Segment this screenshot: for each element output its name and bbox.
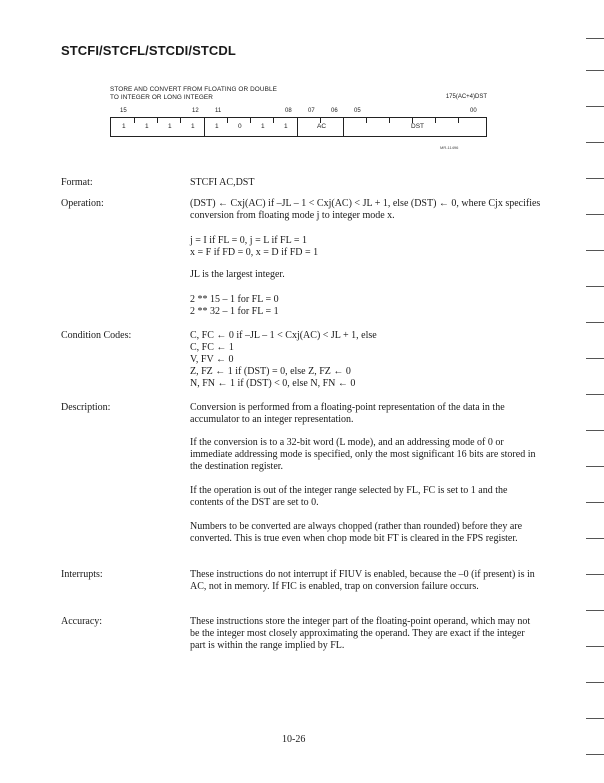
edge-mark xyxy=(586,646,604,647)
edge-mark xyxy=(586,430,604,431)
field-bit-13: 1 xyxy=(168,123,172,130)
bit-label-11: 11 xyxy=(215,108,222,114)
condition-codes-label: Condition Codes: xyxy=(61,330,132,341)
field-bit-14: 1 xyxy=(145,123,149,130)
bit-tick xyxy=(227,118,228,123)
bit-label-07: 07 xyxy=(308,108,315,114)
operation-p2-line-2: x = F if FD = 0, x = D if FD = 1 xyxy=(190,247,319,258)
diagram-caption-line-2: TO INTEGER OR LONG INTEGER xyxy=(110,93,213,101)
edge-mark xyxy=(586,106,604,107)
field-ac: AC xyxy=(317,123,327,130)
condition-code-line: N, FN ← 1 if (DST) < 0, else N, FN ← 0 xyxy=(190,378,356,389)
diagram-opcode: 175(AC+4)DST xyxy=(445,94,487,100)
edge-mark xyxy=(586,610,604,611)
field-bit-08: 1 xyxy=(284,123,288,130)
interrupts-text: These instructions do not interrupt if FIUV is enabled, because the –0 (if present) is in AC, not in memory. If FIC is enabled, trap on conversion failure occurs. xyxy=(190,569,535,592)
diagram-caption-line-1: STORE AND CONVERT FROM FLOATING OR DOUBLE xyxy=(110,86,277,93)
bit-label-05: 05 xyxy=(354,108,361,114)
operation-p4-line-1: 2 ** 15 – 1 for FL = 0 xyxy=(190,294,279,305)
edge-mark xyxy=(586,574,604,575)
page-title: STCFI/STCFL/STCDI/STCDL xyxy=(61,43,236,58)
edge-mark xyxy=(586,178,604,179)
instruction-format-box xyxy=(110,117,487,137)
description-p1: Conversion is performed from a floating-point representation of the data in the accumulator to an integer representation. xyxy=(190,402,505,425)
bit-label-12: 12 xyxy=(192,108,199,114)
bit-tick xyxy=(435,118,436,123)
edge-mark xyxy=(586,502,604,503)
description-p2: If the conversion is to a 32-bit word (L mode), and an addressing mode of 0 or immediate addressing mode is specified, only the most significant 16 bits are stored in the destination register. xyxy=(190,437,536,472)
page-number: 10-26 xyxy=(282,734,306,745)
edge-mark xyxy=(586,358,604,359)
field-bit-09: 1 xyxy=(261,123,265,130)
accuracy-label: Accuracy: xyxy=(61,616,103,627)
edge-mark xyxy=(586,718,604,719)
bit-label-08: 08 xyxy=(285,108,292,114)
edge-mark xyxy=(586,70,604,71)
figure-id: MR-11496 xyxy=(440,145,459,150)
operation-label: Operation: xyxy=(61,198,104,209)
interrupts-label: Interrupts: xyxy=(61,569,103,580)
condition-code-line: V, FV ← 0 xyxy=(190,354,234,365)
format-text: STCFI AC,DST xyxy=(190,177,255,188)
field-bit-11: 1 xyxy=(215,123,219,130)
bit-tick xyxy=(157,118,158,123)
edge-mark xyxy=(586,466,604,467)
bit-label-06: 06 xyxy=(331,108,338,114)
format-label: Format: xyxy=(61,177,93,188)
operation-p4-line-2: 2 ** 32 – 1 for FL = 1 xyxy=(190,306,279,317)
operation-p1: (DST) ← Cxj(AC) if –JL – 1 < Cxj(AC) < JL + 1, else (DST) ← 0, where Cjx specifies conversion from floating mode j to integer mode x. xyxy=(190,198,541,221)
field-separator xyxy=(343,118,344,137)
bit-tick xyxy=(180,118,181,123)
edge-mark xyxy=(586,322,604,323)
edge-mark xyxy=(586,38,604,39)
bit-tick xyxy=(389,118,390,123)
description-p3: If the operation is out of the integer range selected by FL, FC is set to 1 and the contents of the DST are set to 0. xyxy=(190,485,508,508)
edge-mark xyxy=(586,142,604,143)
bit-label-00: 00 xyxy=(470,108,477,114)
condition-code-line: C, FC ← 0 if –JL – 1 < Cxj(AC) < JL + 1, else xyxy=(190,330,377,341)
bit-label-15: 15 xyxy=(120,108,127,114)
accuracy-text: These instructions store the integer part of the floating-point operand, which may not be the integer most closely approximating the operand. They are exact if the integer part is within the range implied by FL. xyxy=(190,616,531,651)
edge-mark xyxy=(586,250,604,251)
operation-p4 xyxy=(190,294,542,318)
edge-mark xyxy=(586,214,604,215)
field-bit-12: 1 xyxy=(191,123,195,130)
edge-mark xyxy=(586,754,604,755)
operation-p3: JL is the largest integer. xyxy=(190,269,285,280)
field-separator xyxy=(297,118,298,137)
field-dst: DST xyxy=(411,123,424,130)
edge-mark xyxy=(586,286,604,287)
field-bit-10: 0 xyxy=(238,123,242,130)
field-separator xyxy=(204,118,205,137)
bit-tick xyxy=(458,118,459,123)
operation-p2-line-1: j = I if FL = 0, j = L if FL = 1 xyxy=(190,235,307,246)
bit-tick xyxy=(366,118,367,123)
diagram-caption xyxy=(110,86,277,101)
bit-tick xyxy=(250,118,251,123)
field-bit-15: 1 xyxy=(122,123,126,130)
condition-code-line: Z, FZ ← 1 if (DST) = 0, else Z, FZ ← 0 xyxy=(190,366,351,377)
bit-tick xyxy=(134,118,135,123)
bit-tick xyxy=(273,118,274,123)
operation-p2 xyxy=(190,235,542,259)
description-label: Description: xyxy=(61,402,111,413)
condition-code-line: C, FC ← 1 xyxy=(190,342,234,353)
edge-mark xyxy=(586,394,604,395)
condition-codes-list xyxy=(190,330,542,390)
edge-mark xyxy=(586,538,604,539)
description-p4: Numbers to be converted are always chopped (rather than rounded) before they are converted. This is true even when chop mode bit FT is cleared in the FPS register. xyxy=(190,521,523,544)
edge-mark xyxy=(586,682,604,683)
